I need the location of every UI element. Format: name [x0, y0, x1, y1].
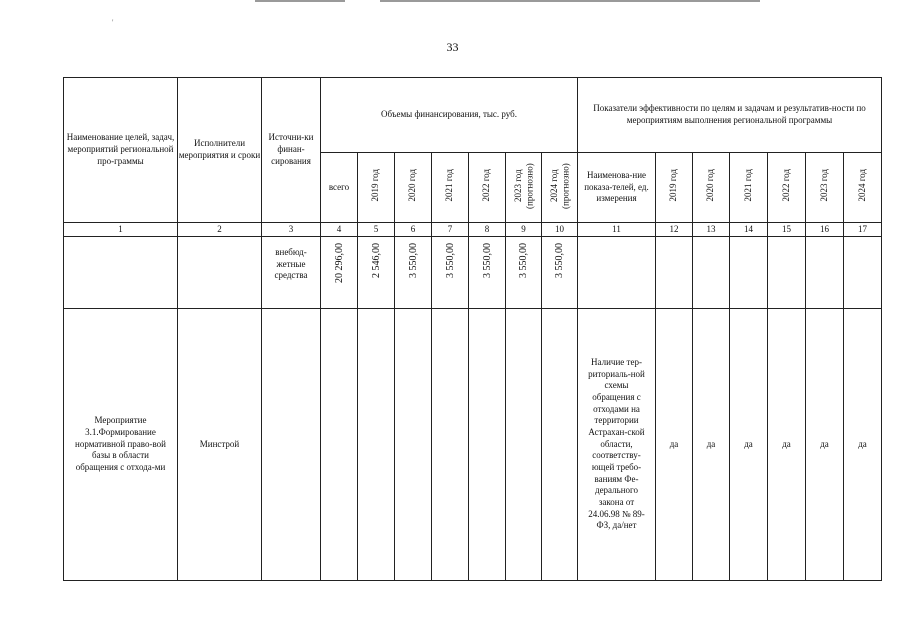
- header-indicator-2023-label: 2023 год: [818, 169, 829, 202]
- cell-empty: [578, 237, 656, 309]
- header-year-2022-label: 2022 год: [481, 169, 492, 202]
- header-indicator-2024-label: 2024 год: [856, 169, 867, 202]
- cell-empty: [321, 309, 358, 581]
- header-financing-volumes: Объемы финансирования, тыс. руб.: [321, 78, 578, 153]
- header-goal-name: Наименование целей, задач, мероприятий региональной про-граммы: [64, 78, 178, 223]
- cell-2024-value: [542, 237, 578, 309]
- column-number: 6: [395, 223, 432, 237]
- header-efficiency-indicators: Показатели эффективности по целям и задачам и результатив-ности по мероприятиям выполнения региональной программы: [578, 78, 882, 153]
- cell-empty: [178, 237, 262, 309]
- header-year-2023-label: 2023 год (прогнозно): [512, 162, 535, 209]
- header-indicator-2024: [844, 153, 882, 223]
- header-row-group: [64, 78, 882, 153]
- cell-measure-name: Мероприятие 3.1.Формирование нормативной право-вой базы в области обращения с отхода-ми: [64, 309, 178, 581]
- column-number: 9: [506, 223, 542, 237]
- cell-indicator-name: Наличие тер-риториаль-ной схемы обращения с отходами на территории Астрахан-ской области, соответству-ющей требо-ваниям Фе-дерального закона от 24.06.98 № 89-ФЗ, да/нет: [578, 309, 656, 581]
- header-indicator-2023: [806, 153, 844, 223]
- header-indicator-2022-label: 2022 год: [780, 169, 791, 202]
- cell-empty: [844, 237, 882, 309]
- header-year-2021: [432, 153, 469, 223]
- column-number-row: [64, 223, 882, 237]
- header-year-2022: [469, 153, 506, 223]
- column-number: 10: [542, 223, 578, 237]
- column-number: 13: [693, 223, 730, 237]
- cell-yes-2020: да: [693, 309, 730, 581]
- column-number: 8: [469, 223, 506, 237]
- header-year-2023: [506, 153, 542, 223]
- page-number: 33: [446, 40, 459, 54]
- column-number: 16: [806, 223, 844, 237]
- column-number: 14: [730, 223, 768, 237]
- column-number: 5: [358, 223, 395, 237]
- cell-empty: [469, 309, 506, 581]
- header-indicator-2020-label: 2020 год: [705, 169, 716, 202]
- value-2024: 3 550,00: [554, 243, 565, 278]
- row-measure-3-1: [64, 309, 882, 581]
- cell-empty: [806, 237, 844, 309]
- column-number: 2: [178, 223, 262, 237]
- header-year-2020: [395, 153, 432, 223]
- cell-total-value: [321, 237, 358, 309]
- header-year-2020-label: 2020 год: [407, 169, 418, 202]
- header-indicator-2022: [768, 153, 806, 223]
- column-number: 3: [262, 223, 321, 237]
- top-edge-line: [380, 0, 760, 2]
- cell-2023-value: [506, 237, 542, 309]
- value-2022: 3 550,00: [481, 243, 493, 278]
- cell-empty: [262, 309, 321, 581]
- cell-empty: [395, 309, 432, 581]
- header-year-2019: [358, 153, 395, 223]
- row-extrabudget: [64, 237, 882, 309]
- column-number: 12: [656, 223, 693, 237]
- cell-2019-value: [358, 237, 395, 309]
- cell-empty: [693, 237, 730, 309]
- top-edge-line: [255, 0, 345, 2]
- cell-2020-value: [395, 237, 432, 309]
- header-indicator-name: Наименова-ние показа-телей, ед. измерения: [578, 153, 656, 223]
- column-number: 1: [64, 223, 178, 237]
- header-year-2024: [542, 153, 578, 223]
- value-2020: 3 550,00: [407, 243, 419, 278]
- cell-empty: [656, 237, 693, 309]
- scan-speck: ': [112, 18, 114, 27]
- cell-yes-2024: да: [844, 309, 882, 581]
- cell-empty: [64, 237, 178, 309]
- column-number: 11: [578, 223, 656, 237]
- header-indicator-2021-label: 2021 год: [742, 169, 753, 202]
- value-2021: 3 550,00: [444, 243, 456, 278]
- header-executors: Исполнители мероприятия и сроки: [178, 78, 262, 223]
- column-number: 7: [432, 223, 469, 237]
- cell-empty: [768, 237, 806, 309]
- header-indicator-2021: [730, 153, 768, 223]
- header-total-label: всего: [328, 181, 350, 192]
- column-number: 4: [321, 223, 358, 237]
- cell-yes-2019: да: [656, 309, 693, 581]
- cell-yes-2023: да: [806, 309, 844, 581]
- header-year-2021-label: 2021 год: [444, 169, 455, 202]
- header-total: [321, 153, 358, 223]
- cell-executor: Минстрой: [178, 309, 262, 581]
- header-year-2024-label: 2024 год (прогнозно): [548, 162, 571, 209]
- header-year-2019-label: 2019 год: [370, 169, 381, 202]
- column-number: 17: [844, 223, 882, 237]
- header-funding-source: Источни-ки финан-сирования: [262, 78, 321, 223]
- cell-empty: [506, 309, 542, 581]
- cell-empty: [432, 309, 469, 581]
- value-total: 20 296,00: [333, 243, 345, 283]
- cell-yes-2022: да: [768, 309, 806, 581]
- header-indicator-2020: [693, 153, 730, 223]
- value-2023: 3 550,00: [518, 243, 529, 278]
- header-indicator-2019-label: 2019 год: [668, 169, 679, 202]
- cell-empty: [730, 237, 768, 309]
- cell-2022-value: [469, 237, 506, 309]
- column-number: 15: [768, 223, 806, 237]
- financing-table: [63, 77, 882, 581]
- cell-funding-source: внебюд-жетные средства: [262, 237, 321, 309]
- header-indicator-2019: [656, 153, 693, 223]
- cell-yes-2021: да: [730, 309, 768, 581]
- cell-empty: [542, 309, 578, 581]
- value-2019: 2 546,00: [370, 243, 382, 278]
- cell-empty: [358, 309, 395, 581]
- cell-2021-value: [432, 237, 469, 309]
